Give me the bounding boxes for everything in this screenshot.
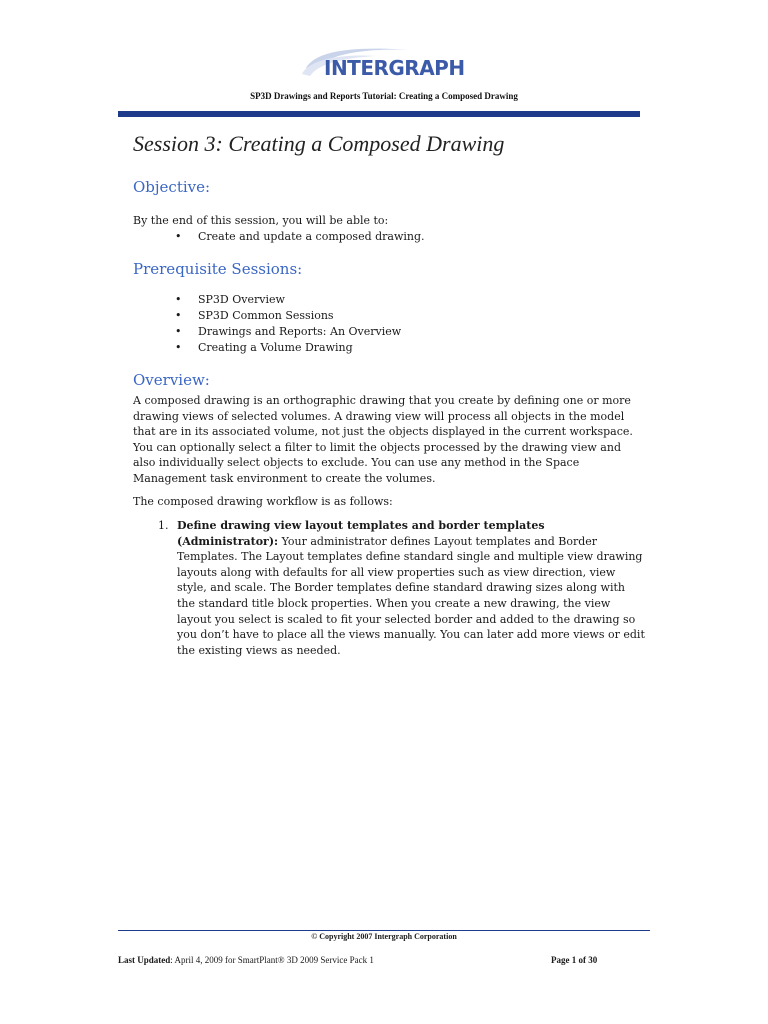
objective-heading: Objective:	[133, 178, 211, 196]
page-number: Page 1 of 30	[551, 955, 598, 965]
step-text: Your administrator defines Layout templates and Border Templates. The Layout templates define standard single and multiple view drawing layouts along with defaults for all view properties such as view direction, view style, and scale. The Border templates define standard drawing sizes along with the standard title block properties. When you create a new drawing, the view layout you select is scaled to fit your selected border and added to the drawing so you don’t have to place all the views manually. You can later add more views or edit the existing views as needed.	[177, 534, 645, 657]
list-item: • Create and update a composed drawing.	[175, 230, 425, 243]
intergraph-logo	[296, 44, 465, 86]
list-item: • SP3D Common Sessions	[175, 309, 334, 322]
footer-last-updated	[118, 955, 374, 965]
list-item: • Drawings and Reports: An Overview	[175, 325, 402, 338]
last-updated-label: Last Updated	[118, 955, 171, 965]
workflow-step	[158, 518, 645, 658]
workflow-intro: The composed drawing workflow is as follows:	[133, 495, 393, 508]
list-item: • SP3D Overview	[175, 293, 285, 306]
step-number: 1.	[158, 519, 169, 532]
bullet-icon: •	[175, 309, 182, 322]
bullet-icon: •	[175, 230, 182, 243]
objective-list	[175, 229, 425, 245]
prerequisites-heading: Prerequisite Sessions:	[133, 260, 303, 278]
overview-heading: Overview:	[133, 371, 210, 389]
step-title: Define drawing view layout templates and border templates (Administrator):	[177, 519, 545, 548]
step-body	[177, 518, 645, 658]
objective-intro: By the end of this session, you will be able to:	[133, 214, 389, 227]
bullet-icon: •	[175, 341, 182, 354]
overview-paragraph: A composed drawing is an orthographic drawing that you create by defining one or more drawing views of selected volumes. A drawing view will process all objects in the model that are in its associated volume, not just the objects displayed in the current workspace. You can optionally select a filter to limit the objects processed by the drawing view and also individually select objects to exclude. You can use any method in the Space Management task environment to create the volumes.	[133, 394, 633, 485]
footer-rule	[118, 930, 650, 931]
prerequisites-list	[175, 292, 401, 356]
last-updated-text: : April 4, 2009 for SmartPlant® 3D 2009 Service Pack 1	[170, 955, 374, 965]
header-rule	[118, 111, 640, 117]
bullet-icon: •	[175, 293, 182, 306]
footer-copyright: © Copyright 2007 Intergraph Corporation	[311, 932, 457, 941]
bullet-icon: •	[175, 325, 182, 338]
running-header: SP3D Drawings and Reports Tutorial: Creating a Composed Drawing	[250, 91, 518, 101]
page-title: Session 3: Creating a Composed Drawing	[133, 131, 505, 156]
list-item: • Creating a Volume Drawing	[175, 341, 353, 354]
logo-wordmark: INTERGRAPH	[324, 56, 465, 80]
